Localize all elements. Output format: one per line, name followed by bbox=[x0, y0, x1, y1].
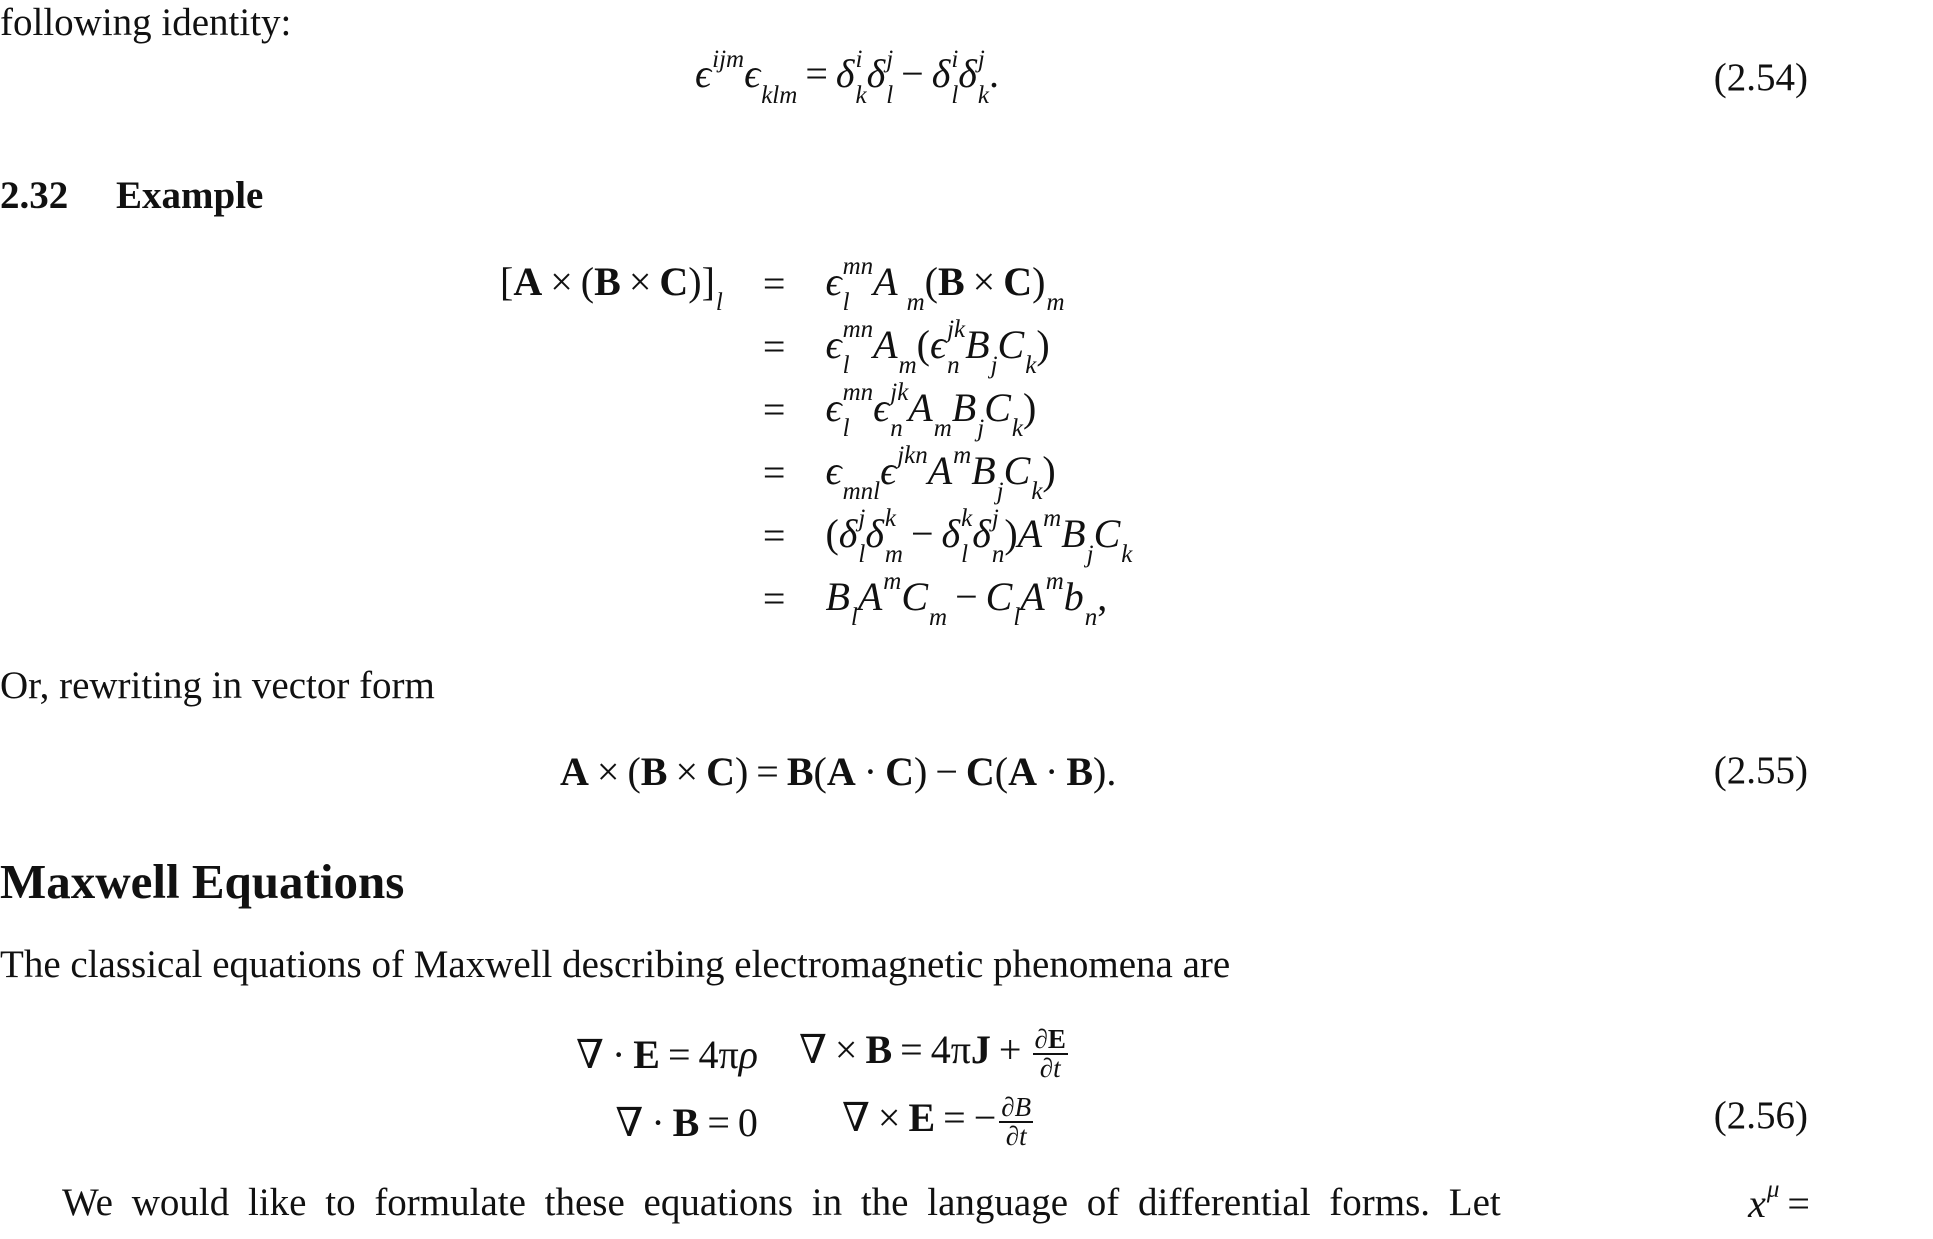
math-symbol: ) bbox=[1032, 258, 1046, 304]
superscript bbox=[997, 444, 1004, 468]
math-scripts bbox=[897, 442, 928, 498]
math-scripts bbox=[977, 387, 985, 443]
math-scripts bbox=[1031, 450, 1043, 506]
math-scripts bbox=[898, 324, 917, 380]
math-scripts bbox=[991, 505, 1005, 569]
maxwell-intro-text: The classical equations of Maxwell describing electromagnetic phenomena are bbox=[0, 943, 1231, 986]
derivation-row bbox=[500, 378, 1132, 441]
math-symbol: B bbox=[640, 749, 668, 794]
math-symbol: ( bbox=[825, 510, 839, 556]
math-scripts bbox=[850, 576, 858, 632]
subscript: mnl bbox=[842, 478, 881, 506]
math-symbol: − bbox=[947, 573, 986, 619]
math-symbol: x bbox=[1748, 1181, 1766, 1226]
math-scripts bbox=[855, 45, 867, 109]
superscript: mn bbox=[842, 379, 874, 407]
math-symbol: A bbox=[1017, 510, 1043, 556]
math-scripts bbox=[1084, 576, 1098, 632]
subscript: m bbox=[906, 289, 925, 317]
math-scripts bbox=[884, 505, 903, 569]
math-symbol: = bbox=[1779, 1181, 1810, 1226]
superscript: k bbox=[961, 505, 973, 533]
math-symbol: C bbox=[984, 384, 1011, 430]
subscript: n bbox=[947, 352, 960, 380]
math-symbol: × bbox=[964, 258, 1004, 304]
math-symbol: ) bbox=[1004, 510, 1018, 556]
math-symbol: ). bbox=[1093, 749, 1117, 794]
math-symbol: b bbox=[1063, 573, 1084, 619]
math-scripts bbox=[842, 379, 874, 443]
subscript: l bbox=[858, 541, 866, 569]
superscript bbox=[716, 255, 723, 279]
math-scripts bbox=[1025, 324, 1037, 380]
math-symbol: C bbox=[901, 573, 929, 619]
faraday-law bbox=[798, 1088, 1072, 1156]
math-symbol: · bbox=[855, 749, 886, 794]
fraction bbox=[999, 1094, 1033, 1150]
math-symbol: = bbox=[797, 51, 836, 96]
math-scripts bbox=[961, 505, 973, 569]
superscript bbox=[1031, 444, 1042, 468]
subscript bbox=[953, 480, 971, 504]
math-symbol: E bbox=[908, 1095, 936, 1141]
superscript: mn bbox=[842, 253, 874, 281]
math-scripts bbox=[883, 568, 902, 624]
subscript: l bbox=[842, 415, 850, 443]
fraction-numerator: ∂B bbox=[1001, 1092, 1032, 1122]
math-symbol: ϵ bbox=[825, 321, 842, 367]
math-symbol: × ( bbox=[542, 258, 595, 304]
math-symbol: × bbox=[667, 749, 707, 794]
derivation-rhs bbox=[825, 315, 1132, 378]
subscript: n bbox=[991, 541, 1005, 569]
derivation-rhs bbox=[825, 567, 1132, 630]
superscript bbox=[761, 48, 797, 72]
subscript bbox=[883, 606, 901, 630]
math-scripts bbox=[842, 316, 874, 380]
math-symbol: J bbox=[970, 1027, 991, 1073]
subscript: l bbox=[886, 81, 894, 109]
math-scripts bbox=[715, 261, 723, 317]
closing-math bbox=[1748, 1175, 1810, 1232]
math-symbol: ) − bbox=[914, 749, 966, 794]
subscript: m bbox=[884, 541, 903, 569]
derivation-row bbox=[500, 252, 1132, 315]
math-symbol: ∇ × bbox=[798, 1027, 866, 1073]
superscript: i bbox=[855, 45, 863, 73]
gauss-magnetism-law bbox=[575, 1088, 798, 1156]
superscript bbox=[907, 255, 925, 279]
math-symbol: − bbox=[902, 510, 942, 556]
math-scripts bbox=[996, 450, 1004, 506]
superscript: i bbox=[951, 45, 959, 73]
math-symbol: C bbox=[997, 321, 1025, 367]
equation-2-55 bbox=[560, 748, 1116, 795]
math-scripts bbox=[842, 450, 881, 506]
superscript bbox=[899, 318, 917, 342]
equals-sign: = bbox=[762, 576, 786, 621]
equals-sign: = bbox=[762, 450, 786, 495]
math-symbol: B bbox=[594, 258, 621, 304]
math-symbol: A bbox=[1020, 573, 1045, 619]
subscript: l bbox=[850, 604, 858, 632]
math-symbol: ϵ bbox=[873, 384, 890, 430]
math-symbol: C bbox=[885, 749, 914, 794]
vector-form-text: Or, rewriting in vector form bbox=[0, 664, 435, 707]
math-symbol: ϵ bbox=[929, 321, 947, 367]
math-scripts bbox=[1043, 505, 1062, 561]
math-symbol: B bbox=[672, 1099, 700, 1145]
math-symbol: C bbox=[965, 749, 995, 794]
math-symbol: B bbox=[786, 749, 814, 794]
math-symbol: ( bbox=[994, 749, 1009, 794]
subscript: l bbox=[1013, 604, 1021, 632]
math-symbol: C bbox=[1093, 510, 1121, 556]
superscript: μ bbox=[1766, 1175, 1780, 1203]
math-symbol: ) bbox=[1036, 321, 1050, 367]
math-symbol: C bbox=[1003, 447, 1031, 493]
superscript: m bbox=[953, 442, 972, 470]
subscript: klm bbox=[761, 81, 798, 109]
math-scripts bbox=[951, 45, 959, 109]
gauss-law bbox=[575, 1020, 798, 1088]
fraction bbox=[1033, 1026, 1068, 1082]
math-symbol: ρ bbox=[738, 1031, 758, 1077]
subscript bbox=[712, 84, 744, 108]
math-symbol: . bbox=[988, 51, 999, 96]
closing-text: We would like to formulate these equations in the language of differential forms. Let bbox=[62, 1181, 1501, 1224]
superscript bbox=[1085, 570, 1098, 594]
math-symbol: δ bbox=[866, 51, 886, 96]
subscript: k bbox=[1025, 352, 1037, 380]
math-symbol: ϵ bbox=[825, 384, 842, 430]
derivation-row bbox=[500, 567, 1132, 630]
math-symbol bbox=[898, 258, 906, 305]
math-symbol: C bbox=[1003, 258, 1033, 304]
math-symbol: )] bbox=[688, 258, 715, 304]
math-symbol: ϵ bbox=[825, 447, 842, 493]
math-symbol: A bbox=[513, 258, 543, 304]
superscript bbox=[934, 381, 952, 405]
derivation-rhs bbox=[825, 441, 1132, 504]
math-symbol: ( bbox=[813, 749, 827, 794]
superscript: jkn bbox=[897, 442, 928, 470]
math-symbol: B bbox=[865, 1027, 893, 1073]
subscript: n bbox=[890, 415, 903, 443]
superscript bbox=[1087, 507, 1094, 531]
math-symbol: δ bbox=[838, 510, 858, 556]
equation-number: (2.56) bbox=[1713, 1094, 1808, 1137]
superscript bbox=[991, 318, 998, 342]
math-symbol: A bbox=[873, 321, 898, 367]
math-symbol: B bbox=[825, 573, 850, 619]
math-symbol: = 4π bbox=[659, 1031, 739, 1077]
superscript: m bbox=[883, 568, 902, 596]
subscript bbox=[1046, 606, 1064, 630]
math-scripts bbox=[1121, 513, 1133, 569]
subscript bbox=[1043, 543, 1061, 567]
math-scripts bbox=[1046, 261, 1065, 317]
derivation-lhs bbox=[500, 504, 723, 567]
math-symbol: ϵ bbox=[744, 51, 761, 96]
superscript bbox=[843, 444, 881, 468]
superscript bbox=[977, 381, 984, 405]
subscript: k bbox=[977, 81, 989, 109]
math-symbol: ) = bbox=[734, 749, 787, 794]
derivation-rhs bbox=[825, 252, 1132, 315]
section-number: 2.32 bbox=[0, 174, 69, 217]
subscript: j bbox=[990, 352, 998, 380]
math-scripts bbox=[906, 261, 925, 317]
math-scripts bbox=[977, 45, 989, 109]
math-scripts bbox=[842, 253, 874, 317]
math-symbol: δ bbox=[972, 510, 991, 556]
math-scripts bbox=[1011, 387, 1023, 443]
derivation-lhs bbox=[500, 252, 723, 315]
derivation-row bbox=[500, 315, 1132, 378]
superscript: k bbox=[884, 505, 897, 533]
superscript bbox=[1046, 255, 1064, 279]
math-symbol: B bbox=[951, 384, 977, 430]
math-symbol: E bbox=[633, 1031, 660, 1077]
math-scripts bbox=[1086, 513, 1094, 569]
math-symbol: δ bbox=[865, 510, 884, 556]
math-scripts bbox=[1045, 568, 1064, 624]
math-symbol: [ bbox=[500, 258, 514, 304]
math-symbol: C bbox=[659, 258, 689, 304]
closing-line bbox=[62, 1175, 1810, 1232]
superscript: m bbox=[1045, 568, 1064, 596]
superscript: mn bbox=[842, 316, 874, 344]
equation-2-54 bbox=[695, 45, 999, 109]
math-symbol: B bbox=[937, 258, 965, 304]
math-symbol: A bbox=[560, 749, 589, 794]
superscript: ijm bbox=[712, 45, 745, 73]
math-symbol: B bbox=[1061, 510, 1086, 556]
math-symbol: ∇ × bbox=[841, 1095, 909, 1141]
subscript: k bbox=[855, 81, 867, 109]
subscript bbox=[897, 480, 928, 504]
math-symbol: C bbox=[706, 749, 735, 794]
math-symbol: δ bbox=[941, 510, 961, 556]
subscript: j bbox=[1086, 541, 1094, 569]
math-symbol: , bbox=[1097, 573, 1108, 619]
section-heading-maxwell: Maxwell Equations bbox=[0, 854, 405, 909]
math-symbol: A bbox=[927, 447, 953, 493]
subscript: j bbox=[996, 478, 1004, 506]
derivation-lhs bbox=[500, 315, 723, 378]
superscript: m bbox=[1043, 505, 1062, 533]
math-scripts bbox=[1766, 1175, 1780, 1232]
math-scripts bbox=[890, 379, 909, 443]
subscript: l bbox=[951, 81, 959, 109]
math-symbol: × bbox=[620, 258, 660, 304]
math-symbol: δ bbox=[931, 51, 951, 96]
math-symbol: × ( bbox=[588, 749, 641, 794]
equals-sign: = bbox=[762, 387, 786, 432]
fraction-denominator: ∂t bbox=[1005, 1121, 1027, 1151]
equals-sign: = bbox=[762, 261, 786, 306]
derivation-lhs bbox=[500, 378, 723, 441]
intro-text: following identity: bbox=[0, 1, 292, 44]
math-symbol: = 0 bbox=[699, 1099, 758, 1145]
fraction-numerator: ∂E bbox=[1034, 1024, 1066, 1054]
math-symbol: = − bbox=[935, 1095, 997, 1141]
math-symbol: · bbox=[1037, 749, 1067, 794]
math-symbol: ∇ · bbox=[576, 1031, 634, 1077]
math-symbol: δ bbox=[958, 51, 977, 96]
math-symbol: C bbox=[985, 573, 1013, 619]
derivation-lhs bbox=[500, 567, 723, 630]
math-symbol: A bbox=[908, 384, 933, 430]
math-symbol: + bbox=[990, 1027, 1030, 1073]
math-symbol: δ bbox=[835, 51, 855, 96]
superscript bbox=[929, 570, 947, 594]
math-symbol: B bbox=[971, 447, 996, 493]
math-symbol: ∇ · bbox=[615, 1099, 673, 1145]
superscript: jk bbox=[890, 379, 909, 407]
derivation-rhs bbox=[825, 378, 1132, 441]
math-symbol: ) bbox=[1042, 447, 1056, 493]
subscript: n bbox=[1084, 604, 1098, 632]
subscript: m bbox=[898, 352, 917, 380]
math-symbol: B bbox=[965, 321, 990, 367]
subscript: m bbox=[933, 415, 952, 443]
math-symbol: A bbox=[826, 749, 856, 794]
superscript: jk bbox=[947, 316, 966, 344]
derivation-rhs bbox=[825, 504, 1132, 567]
equals-sign: = bbox=[762, 513, 786, 558]
subscript: k bbox=[1121, 541, 1133, 569]
math-symbol: A bbox=[873, 258, 898, 304]
math-scripts bbox=[933, 387, 952, 443]
derivation-array bbox=[500, 252, 1132, 630]
superscript bbox=[1025, 318, 1036, 342]
math-symbol: ϵ bbox=[880, 447, 897, 493]
math-symbol: ϵ bbox=[695, 51, 712, 96]
superscript bbox=[1012, 381, 1023, 405]
equation-number: (2.54) bbox=[1713, 56, 1808, 99]
math-scripts bbox=[858, 505, 866, 569]
math-symbol: ( bbox=[916, 321, 930, 367]
subscript: j bbox=[977, 415, 985, 443]
math-scripts bbox=[761, 54, 798, 109]
superscript: j bbox=[977, 45, 985, 73]
math-symbol: ) bbox=[1022, 384, 1037, 430]
subscript bbox=[1767, 1214, 1780, 1238]
subscript: l bbox=[715, 289, 723, 317]
superscript: j bbox=[858, 505, 866, 533]
subscript: k bbox=[1031, 478, 1043, 506]
superscript: j bbox=[991, 505, 999, 533]
superscript bbox=[1121, 507, 1132, 531]
subscript: l bbox=[961, 541, 969, 569]
math-symbol: = 4π bbox=[892, 1027, 971, 1073]
math-symbol: ϵ bbox=[825, 258, 842, 304]
math-scripts bbox=[886, 45, 894, 109]
math-scripts bbox=[947, 316, 966, 380]
derivation-row bbox=[500, 441, 1132, 504]
section-title: Example bbox=[116, 174, 264, 217]
ampere-law bbox=[798, 1020, 1072, 1088]
equals-sign: = bbox=[762, 324, 786, 369]
subscript: k bbox=[1011, 415, 1023, 443]
subscript: m bbox=[1046, 289, 1065, 317]
superscript bbox=[851, 570, 858, 594]
subscript: l bbox=[842, 352, 850, 380]
equation-number: (2.55) bbox=[1713, 749, 1808, 792]
maxwell-equations bbox=[575, 1020, 1072, 1156]
math-symbol: B bbox=[1066, 749, 1094, 794]
math-symbol: A bbox=[1008, 749, 1038, 794]
math-scripts bbox=[953, 442, 972, 498]
fraction-denominator: ∂t bbox=[1039, 1053, 1061, 1083]
section-heading-example bbox=[0, 173, 263, 218]
derivation-row bbox=[500, 504, 1132, 567]
math-scripts bbox=[712, 45, 745, 102]
superscript: j bbox=[886, 45, 894, 73]
math-symbol: − bbox=[893, 51, 932, 96]
subscript: l bbox=[842, 289, 850, 317]
math-symbol: A bbox=[857, 573, 883, 619]
math-scripts bbox=[929, 576, 948, 632]
math-scripts bbox=[990, 324, 998, 380]
derivation-lhs bbox=[500, 441, 723, 504]
math-symbol: ( bbox=[924, 258, 938, 304]
subscript: m bbox=[929, 604, 948, 632]
